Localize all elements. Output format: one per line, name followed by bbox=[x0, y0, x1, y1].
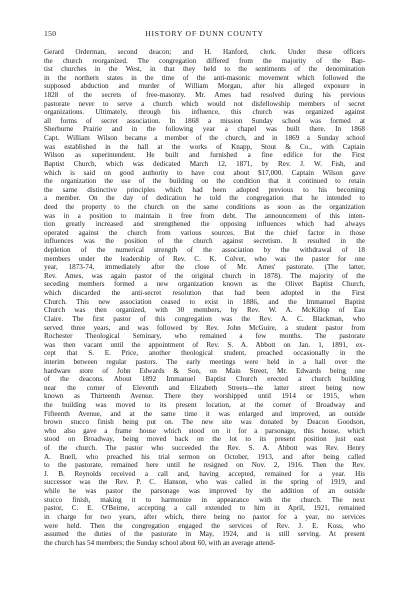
text-line: cept that S. E. Price, another theological student, preached occasionally in the bbox=[44, 349, 365, 358]
text-line: Wilson as superintendent. He built and furnished a fine edifice for the First bbox=[44, 151, 365, 160]
text-line: tist churches in the West, in that they held to the sentiments of the denomination bbox=[44, 65, 365, 74]
text-line: was established in the hall at the works of Knapp, Stout & Co., with Captain bbox=[44, 142, 365, 151]
text-line: which is said on good authority to have cost about $17,000. Captain Wilson gave bbox=[44, 168, 365, 177]
text-line: Claire. The first pastor of this congregation was the Rev. A. C. Blackman, who bbox=[44, 314, 365, 323]
text-line: pastor, C. E. O'Beirne, accepting a call extended to him in April, 1921, remained bbox=[44, 504, 365, 513]
text-line: supposed abduction and murder of William Morgan, after his alleged exposure in bbox=[44, 82, 365, 91]
text-line: assumed the duties of the pastorate in May, 1924, and is still serving. At present bbox=[44, 530, 365, 539]
text-line: stucco finish, making it to harmonize in appearance with the church. The next bbox=[44, 495, 365, 504]
text-line: Capt. William Wilson became a member of the church, and in 1869 a Sunday school bbox=[44, 134, 365, 143]
text-line: Church was then organized, with 30 members, by Rev. W. A. McKillop of Eau bbox=[44, 306, 365, 315]
text-line: brown stucco finish being put on. The new site was donated by Deacon Goodson, bbox=[44, 418, 365, 427]
text-line: tion greatly increased and strengthened the opposing influences which had always bbox=[44, 220, 365, 229]
text-line: Fifteenth Avenue, and at the same time it was enlarged and improved, an outside bbox=[44, 409, 365, 418]
text-line: seceding members formed a new organization known as the Olivet Baptist Church, bbox=[44, 280, 365, 289]
text-line: the building was moved to its present location, at the corner of Broadway and bbox=[44, 400, 365, 409]
text-line: Gerard Orderman, second deacon; and H. Hanford, clerk. Under these officers bbox=[44, 48, 365, 56]
text-line: influences was the position of the church against secretism. It resulted in the bbox=[44, 237, 365, 246]
text-line: to the pastorate, remained here until he resigned on Nov. 2, 1916. Then the Rev. bbox=[44, 461, 365, 470]
text-line: hardware store of John Edwards & Son, on Main Street, Mr. Edwards being one bbox=[44, 366, 365, 375]
text-line: a member. On the day of dedication he told the congregation that he intended to bbox=[44, 194, 365, 203]
text-line: organizations. Ultimately, through his influence, this church was organized against bbox=[44, 108, 365, 117]
text-line: stood on Broadway, being moved back on the lot to its present position just east bbox=[44, 435, 365, 444]
text-line: Rev. Ames, was again pastor of the original church in 1878). The majority of the bbox=[44, 271, 365, 280]
text-line: pastorate never to serve a church which would not disfellowship members of secret bbox=[44, 99, 365, 108]
text-line: year, 1873-74, immediately after the close of Mr. Ames' pastorate. (The latter, bbox=[44, 263, 365, 272]
text-line: the church has 54 members; the Sunday school about 60, with an average attend- bbox=[44, 538, 276, 547]
text-line: J. B. Reynolds received a call and, having accepted, remained for a year. His bbox=[44, 469, 365, 478]
text-line: Baptist Church, which was dedicated March 12, 1871, by Rev. J. W. Fish, and bbox=[44, 159, 365, 168]
text-line: all forms of secret association. In 1868 a mission Sunday school was formed at bbox=[44, 116, 365, 125]
text-line: depletion of the numerical strength of the association by the withdrawal of 18 bbox=[44, 246, 365, 255]
running-head: HISTORY OF DUNN COUNTY bbox=[145, 29, 264, 38]
text-line: members under the leadership of Rev. C. K. Colver, who was the pastor for one bbox=[44, 254, 365, 263]
text-line: the same distinctive principles which had been adopted previous to his becoming bbox=[44, 185, 365, 194]
text-line: were held. Then the congregation engaged the services of Rev. J. E. Koss, who bbox=[44, 521, 365, 530]
text-line: while he was pastor the parsonage was improved by the addition of an outside bbox=[44, 487, 365, 496]
text-line: known as Thirteenth Avenue. There they worshipped until 1914 or 1915, when bbox=[44, 392, 365, 401]
text-line: of the deacons. About 1892 Immanuel Baptist Church erected a church building bbox=[44, 375, 365, 384]
text-line: which discarded the anti-secret resolution that had been adopted in the First bbox=[44, 289, 365, 298]
text-line: was in a position to maintain it free from debt. The announcement of this inten- bbox=[44, 211, 365, 220]
page-header bbox=[44, 29, 365, 41]
text-line: in charge for two years, after which, there being no pastor for a year, no services bbox=[44, 512, 365, 521]
text-line: the church reorganized. The congregation differed from the majority of the Bap- bbox=[44, 56, 365, 65]
body-text bbox=[44, 48, 365, 547]
text-line: of the church. The pastor who succeeded the Rev. S. A. Abbott was Rev. Henry bbox=[44, 444, 365, 453]
text-line: deed the property to the church on the same conditions as soon as the organization bbox=[44, 202, 365, 211]
text-line: in the northern states in the time of the anti-masonic movement which followed the bbox=[44, 73, 365, 82]
text-line: interim between regular pastors. The early meetings were held in a hall over the bbox=[44, 357, 365, 366]
text-line: Rochester Theological Seminary, who remained a few months. The pastorate bbox=[44, 332, 365, 341]
text-line: A. Buell, who preached his trial sermon on October, 1913, and after being called bbox=[44, 452, 365, 461]
text-line: Sherburne Prairie and in the following year a chapel was built there. In 1868 bbox=[44, 125, 365, 134]
text-line: Church. This new association ceased to exist in 1886, and the Immanuel Baptist bbox=[44, 297, 365, 306]
text-line: near the corner of Eleventh and Elizabeth Streets—the latter street being now bbox=[44, 383, 365, 392]
text-line: served three years, and was followed by Rev. John McGuire, a student pastor from bbox=[44, 323, 365, 332]
text-line: 1828 of the secrets of free-masonry. Mr. Ames had resolved during his previous bbox=[44, 91, 365, 100]
page-number: 150 bbox=[44, 29, 57, 38]
text-line: operated against the church from various sources. But the chief factor in those bbox=[44, 228, 365, 237]
text-line: the organization the use of the building on the condition that it continued to retain bbox=[44, 177, 365, 186]
text-line: who also gave a frame house which stood on it for a parsonage, this house, which bbox=[44, 426, 365, 435]
text-line: was then vacant until the appointment of Rev. S. A. Abbott on Jan. 1, 1891, ex- bbox=[44, 340, 365, 349]
text-line: successor was the Rev. P. C. Hanson, who was called in the spring of 1919, and bbox=[44, 478, 365, 487]
